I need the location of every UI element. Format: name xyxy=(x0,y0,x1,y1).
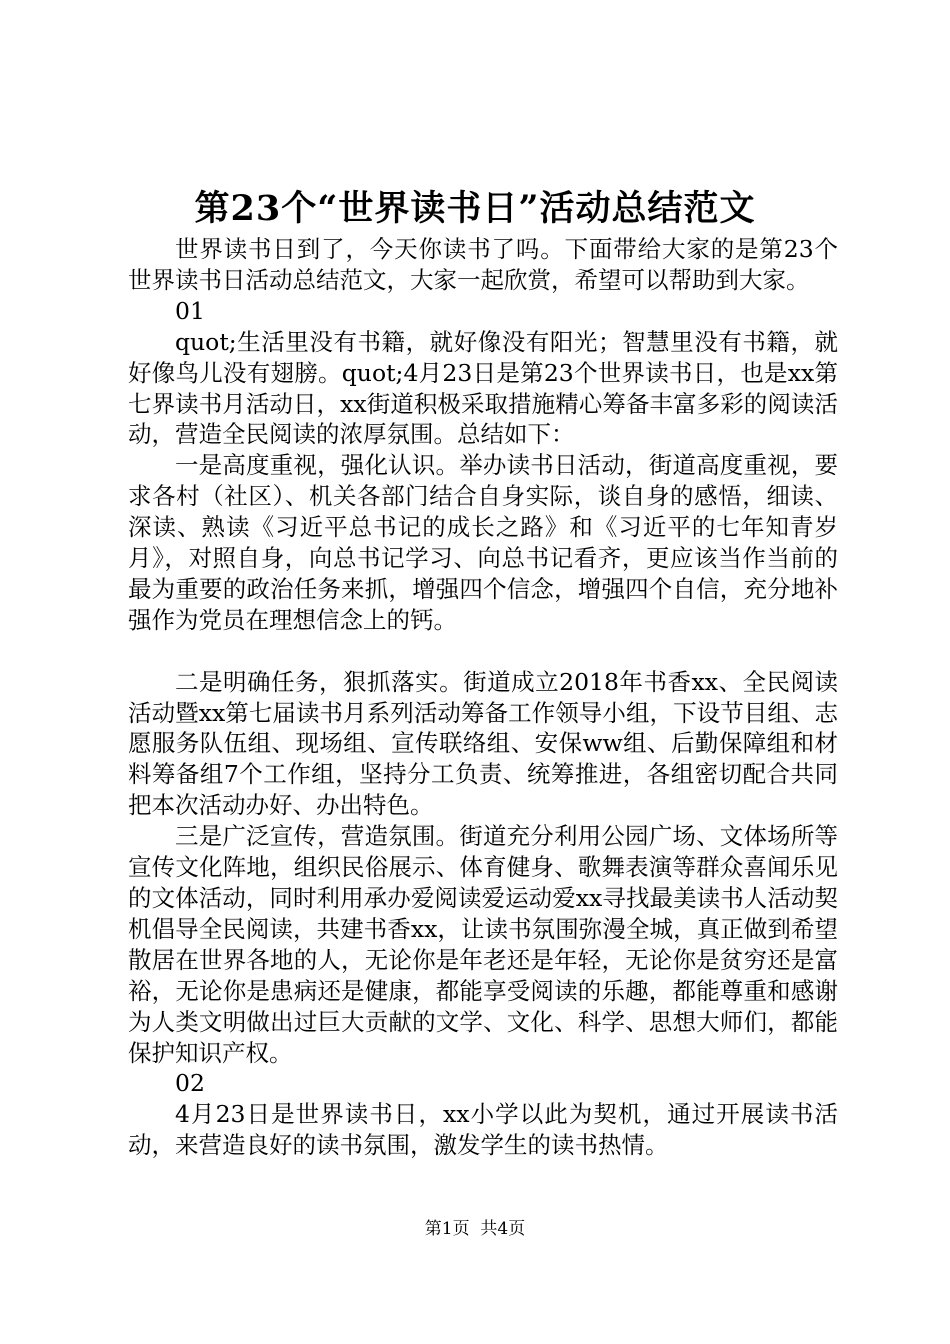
paragraph-school: 4月23日是世界读书日，xx小学以此为契机，通过开展读书活动，来营造良好的读书氛围，激发学生的读书热情。 xyxy=(128,1100,838,1160)
page-footer xyxy=(0,1217,950,1241)
page-number: 第1页 xyxy=(424,1219,470,1239)
section-number-02: 02 xyxy=(175,1069,205,1098)
paragraph-spacer xyxy=(128,636,838,667)
document-body xyxy=(128,234,838,1161)
paragraph-point-one: 一是高度重视，强化认识。举办读书日活动，街道高度重视，要求各村（社区）、机关各部门结合自身实际，谈自身的感悟，细读、深读、熟读《习近平总书记的成长之路》和《习近平的七年知青岁月》，对照自身，向总书记学习、向总书记看齐，更应该当作当前的最为重要的政治任务来抓，增强四个信念，增强四个自信，充分地补强作为党员在理想信念上的钙。 xyxy=(128,451,838,634)
paragraph-intro: 世界读书日到了，今天你读书了吗。下面带给大家的是第23个世界读书日活动总结范文，大家一起欣赏，希望可以帮助到大家。 xyxy=(128,235,838,294)
paragraph-point-two: 二是明确任务，狠抓落实。街道成立2018年书香xx、全民阅读活动暨xx第七届读书月系列活动筹备工作领导小组，下设节目组、志愿服务队伍组、现场组、宣传联络组、安保ww组、后勤保障组和材料筹备组7个工作组，坚持分工负责、统筹推进，各组密切配合共同把本次活动办好、办出特色。 xyxy=(128,667,838,820)
page-total: 共4页 xyxy=(480,1219,526,1239)
paragraph-summary-intro: quot;生活里没有书籍，就好像没有阳光；智慧里没有书籍，就好像鸟儿没有翅膀。quot;4月23日是第23个世界读书日，也是xx第七界读书月活动日，xx街道积极采取措施精心筹备丰富多彩的阅读活动，营造全民阅读的浓厚氛围。总结如下： xyxy=(128,327,838,449)
section-number-01: 01 xyxy=(175,296,205,325)
document-title: 第23个“世界读书日”活动总结范文 xyxy=(194,188,756,229)
paragraph-point-three: 三是广泛宣传，营造氛围。街道充分利用公园广场、文体场所等宣传文化阵地，组织民俗展示、体育健身、歌舞表演等群众喜闻乐见的文体活动，同时利用承办爱阅读爱运动爱xx寻找最美读书人活动契机倡导全民阅读，共建书香xx，让读书氛围弥漫全城，真正做到希望散居在世界各地的人，无论你是年老还是年轻，无论你是贫穷还是富裕，无论你是患病还是健康，都能享受阅读的乐趣，都能尊重和感谢为人类文明做出过巨大贡献的文学、文化、科学、思想大师们，都能保护知识产权。 xyxy=(128,822,838,1067)
